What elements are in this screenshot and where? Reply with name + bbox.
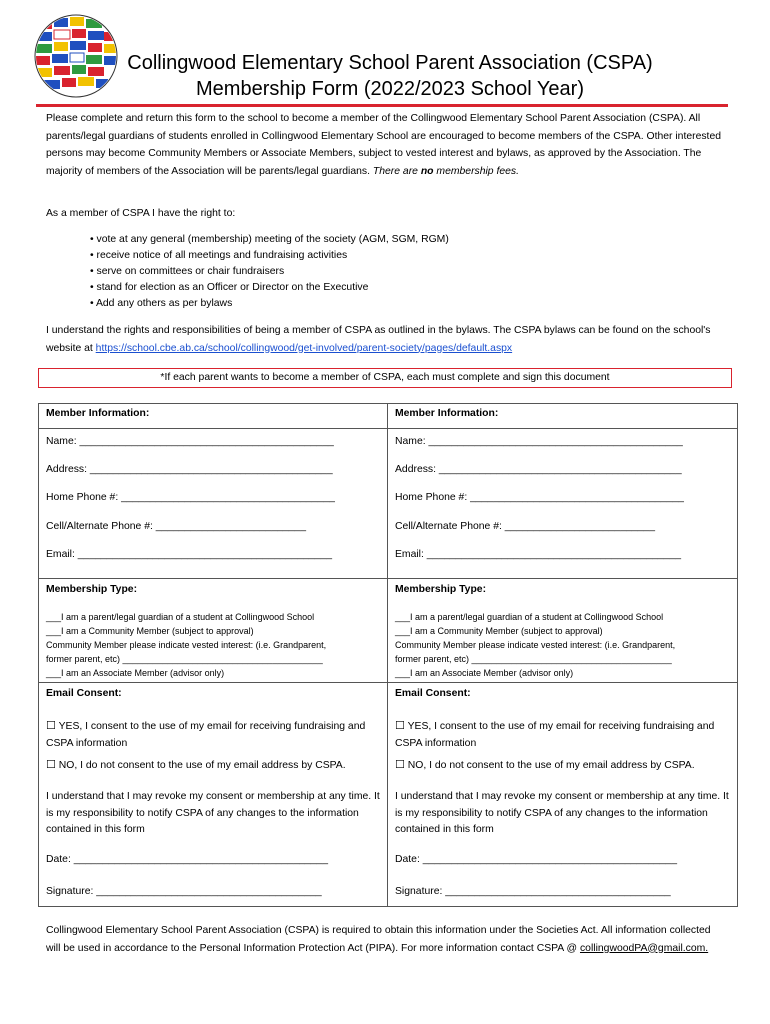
- vested-interest-field[interactable]: former parent, etc) ________________________________________: [395, 654, 672, 664]
- email-field[interactable]: Email: ____________________________________________: [395, 549, 682, 560]
- consent-no-option[interactable]: ☐ NO, I do not consent to the use of my email address by CSPA.: [46, 758, 346, 771]
- vested-interest-field[interactable]: former parent, etc) ________________________________________: [46, 654, 323, 664]
- contact-email-link[interactable]: collingwoodPA@gmail.com.: [579, 942, 709, 954]
- row-divider: [39, 682, 737, 683]
- notice-box: *If each parent wants to become a member of CSPA, each must complete and sign this document: [38, 368, 732, 388]
- vested-interest-label: Community Member please indicate vested interest: (i.e. Grandparent,: [395, 640, 676, 650]
- footer-text: Collingwood Elementary School Parent Association (CSPA) is required to obtain this information under the Societies Act. All information collected will be used in accordance to the Personal Information Protection Act (PIPA). For more information contact CSPA @: [46, 925, 711, 954]
- rights-heading: As a member of CSPA I have the right to:: [46, 208, 236, 219]
- membership-form-table: [38, 403, 738, 907]
- member-info-heading: Member Information:: [46, 408, 150, 419]
- title-divider: [36, 104, 728, 107]
- rights-list: [90, 232, 449, 312]
- consent-yes-option[interactable]: ☐ YES, I consent to the use of my email for receiving fundraising and CSPA information: [395, 719, 715, 749]
- membership-option-associate[interactable]: ___I am an Associate Member (advisor only): [46, 668, 225, 678]
- member-info-heading: Member Information:: [395, 408, 499, 419]
- checkbox-icon[interactable]: ☐: [46, 758, 56, 771]
- name-field[interactable]: Name: ____________________________________________: [395, 436, 683, 447]
- list-item: • serve on committees or chair fundraisers: [90, 264, 449, 280]
- signature-field[interactable]: Signature: _______________________________________: [46, 886, 322, 897]
- home-phone-field[interactable]: Home Phone #: _____________________________________: [395, 492, 684, 503]
- date-field[interactable]: Date: ____________________________________________: [395, 854, 677, 865]
- home-phone-field[interactable]: Home Phone #: _____________________________________: [46, 492, 335, 503]
- bylaws-paragraph: [46, 322, 726, 357]
- address-field[interactable]: Address: __________________________________________: [46, 464, 333, 475]
- intro-paragraph: [46, 110, 726, 180]
- intro-text: Please complete and return this form to the school to become a member of the Collingwood Elementary School Parent Association (CSPA). All parents/legal guardians of students enrolled in Collingwood Elementary School are encouraged to become members of the CSPA. Other interested persons may become Community Members or Associate Members, subject to vested interest and bylaws, as approved by the Association. The majority of members of the Association will be parents/legal guardians.: [46, 113, 722, 177]
- email-field[interactable]: Email: ____________________________________________: [46, 549, 333, 560]
- membership-type-heading: Membership Type:: [46, 584, 138, 595]
- name-field[interactable]: Name: ____________________________________________: [46, 436, 334, 447]
- consent-yes-option[interactable]: ☐ YES, I consent to the use of my email for receiving fundraising and CSPA information: [46, 719, 366, 749]
- form-title: Collingwood Elementary School Parent Association (CSPA): [127, 52, 653, 74]
- checkbox-icon[interactable]: ☐: [395, 758, 405, 771]
- list-item: • receive notice of all meetings and fundraising activities: [90, 248, 449, 264]
- email-consent-heading: Email Consent:: [395, 688, 471, 699]
- cell-phone-field[interactable]: Cell/Alternate Phone #: __________________________: [46, 521, 306, 532]
- membership-option-parent[interactable]: ___I am a parent/legal guardian of a student at Collingwood School: [395, 612, 664, 622]
- signature-field[interactable]: Signature: _______________________________________: [395, 886, 671, 897]
- list-item: • stand for election as an Officer or Director on the Executive: [90, 280, 449, 296]
- row-divider: [39, 578, 737, 579]
- consent-no-option[interactable]: ☐ NO, I do not consent to the use of my email address by CSPA.: [395, 758, 695, 771]
- form-subtitle: Membership Form (2022/2023 School Year): [196, 78, 584, 100]
- fees-note: There are no membership fees.: [372, 165, 520, 177]
- bylaws-link[interactable]: https://school.cbe.ab.ca/school/collingwood/get-involved/parent-society/pages/default.aspx: [95, 342, 513, 354]
- vested-interest-label: Community Member please indicate vested interest: (i.e. Grandparent,: [46, 640, 327, 650]
- date-field[interactable]: Date: ____________________________________________: [46, 854, 328, 865]
- list-item: • vote at any general (membership) meeting of the society (AGM, SGM, RGM): [90, 232, 449, 248]
- membership-option-community[interactable]: ___I am a Community Member (subject to approval): [46, 626, 254, 636]
- list-item: • Add any others as per bylaws: [90, 296, 449, 312]
- revoke-statement: I understand that I may revoke my consent or membership at any time. It is my responsibility to notify CSPA of any changes to the information contained in this form: [46, 791, 380, 835]
- membership-option-associate[interactable]: ___I am an Associate Member (advisor only): [395, 668, 574, 678]
- membership-option-parent[interactable]: ___I am a parent/legal guardian of a student at Collingwood School: [46, 612, 315, 622]
- membership-type-heading: Membership Type:: [395, 584, 487, 595]
- column-divider: [387, 404, 388, 906]
- checkbox-icon[interactable]: ☐: [395, 719, 405, 732]
- bylaws-text: I understand the rights and responsibilities of being a member of CSPA as outlined in the bylaws. The CSPA bylaws can be found on the school's website at: [46, 325, 711, 354]
- row-divider: [39, 428, 737, 429]
- cell-phone-field[interactable]: Cell/Alternate Phone #: __________________________: [395, 521, 655, 532]
- footer-paragraph: [46, 922, 726, 957]
- membership-option-community[interactable]: ___I am a Community Member (subject to approval): [395, 626, 603, 636]
- email-consent-heading: Email Consent:: [46, 688, 122, 699]
- checkbox-icon[interactable]: ☐: [46, 719, 56, 732]
- address-field[interactable]: Address: __________________________________________: [395, 464, 682, 475]
- revoke-statement: I understand that I may revoke my consent or membership at any time. It is my responsibility to notify CSPA of any changes to the information contained in this form: [395, 791, 729, 835]
